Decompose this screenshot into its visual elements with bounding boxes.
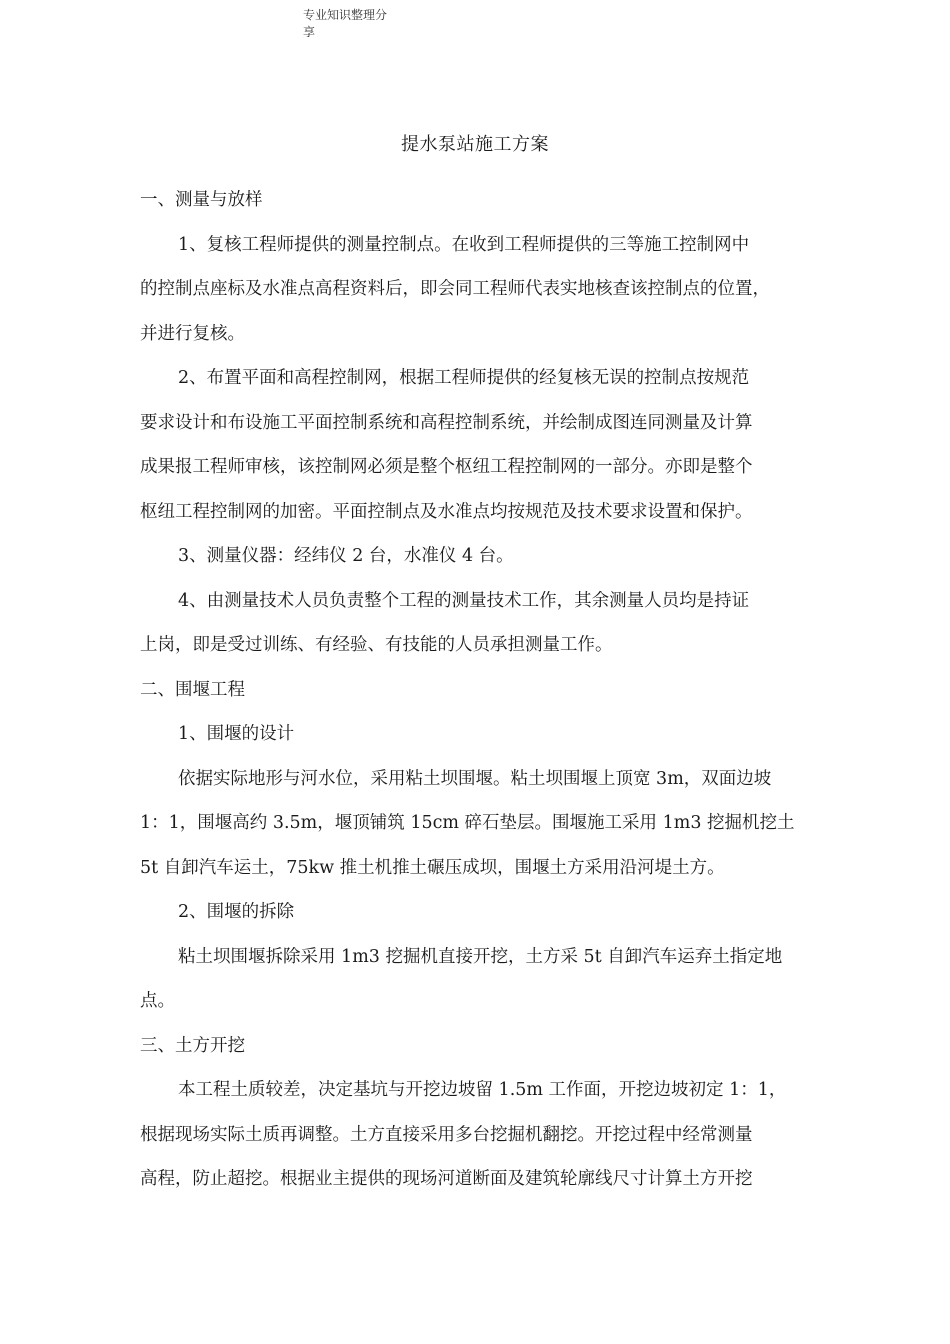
header-note: 专业知识整理分享 [303,8,388,39]
text-line: 5t 自卸汽车运土，75kw 推土机推土碾压成坝，围堰土方采用沿河堤土方。 [140,857,725,878]
text-line: 1：1，围堰高约 3.5m，堰顶铺筑 15cm 碎石垫层。围堰施工采用 1m3 挖掘机挖土 [140,813,795,833]
text-line: 并进行复核。 [140,323,245,344]
text-line: 一、测量与放样 [140,190,263,210]
text-line: 二、围堰工程 [140,679,245,700]
text-line: 1、复核工程师提供的测量控制点。在收到工程师提供的三等施工控制网中 [178,234,750,255]
text-line: 本工程土质较差，决定基坑与开挖边坡留 1.5m 工作面，开挖边坡初定 1：1， [178,1080,787,1100]
text-line: 2、布置平面和高程控制网，根据工程师提供的经复核无误的控制点按规范 [178,368,750,388]
text-line: 4、由测量技术人员负责整个工程的测量技术工作，其余测量人员均是持证 [178,590,750,611]
text-line: 2、围堰的拆除 [178,902,295,922]
text-line: 3、测量仪器：经纬仪 2 台，水准仪 4 台。 [178,546,514,566]
text-line: 依据实际地形与河水位，采用粘土坝围堰。粘土坝围堰上顶宽 3m，双面边坡 [178,768,772,789]
document-title: 提水泵站施工方案 [401,134,549,155]
document-body [140,178,820,1202]
text-line: 根据现场实际土质再调整。土方直接采用多台挖掘机翻挖。开挖过程中经常测量 [140,1124,753,1145]
text-line: 点。 [140,991,175,1011]
text-line: 的控制点座标及水准点高程资料后，即会同工程师代表实地核查该控制点的位置， [140,279,770,299]
text-line: 要求设计和布设施工平面控制系统和高程控制系统，并绘制成图连同测量及计算 [140,412,753,433]
text-line: 枢纽工程控制网的加密。平面控制点及水准点均按规范及技术要求设置和保护。 [140,501,753,522]
text-line: 1、围堰的设计 [178,724,295,744]
text-line: 成果报工程师审核，该控制网必须是整个枢纽工程控制网的一部分。亦即是整个 [140,457,753,477]
text-line: 高程，防止超挖。根据业主提供的现场河道断面及建筑轮廓线尺寸计算土方开挖 [140,1169,753,1189]
text-line: 粘土坝围堰拆除采用 1m3 挖掘机直接开挖，土方采 5t 自卸汽车运弃土指定地 [178,946,783,967]
text-line: 上岗，即是受过训练、有经验、有技能的人员承担测量工作。 [140,635,613,655]
text-line: 三、土方开挖 [140,1035,245,1056]
